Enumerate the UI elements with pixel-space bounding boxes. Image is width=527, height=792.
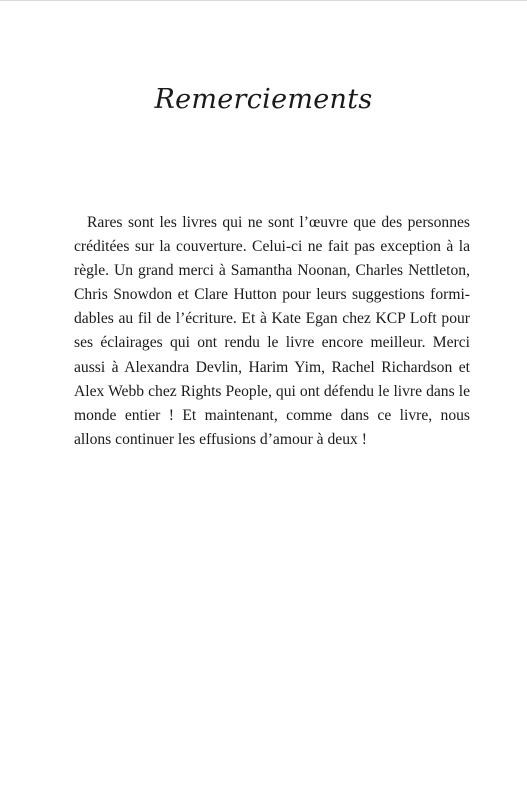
acknowledgements-paragraph: Rares sont les livres qui ne sont l’œuvre que des personnes créditées sur la couverture. Celui-ci ne fait pas exception à la règle. Un grand merci à Samantha Noonan, Charles Nettleton, Chris Snowdon et Clare Hutton pour leurs suggestions formidables au fil de l’écriture. Et à Kate Egan chez KCP Loft pour ses éclairages qui ont rendu le livre encore meilleur. Merci aussi à Alexandra Devlin, Harim Yim, Rachel Richardson et Alex Webb chez Rights People, qui ont défendu le livre dans le monde entier ! Et maintenant, comme dans ce livre, nous allons continuer les effusions d’amour à deux ! [74,214,470,448]
page-top-border [0,0,527,1]
page-title: Remerciements [154,84,373,115]
